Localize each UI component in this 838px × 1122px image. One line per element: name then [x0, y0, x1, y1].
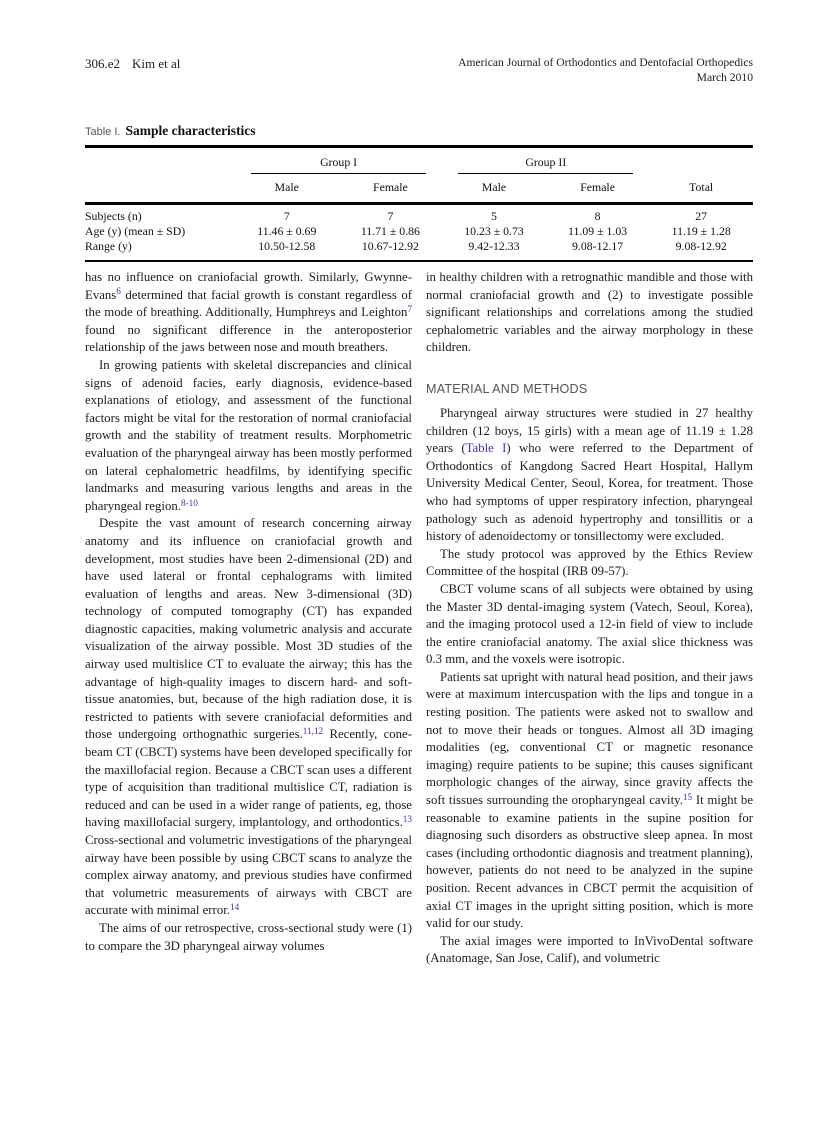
paragraph: [426, 669, 753, 933]
text-run: found no significant difference in the anteroposterior relationship of the jaws between nose and mouth breathers.: [85, 322, 412, 355]
running-head-left: [85, 56, 180, 71]
column-header-male-2: Male: [481, 179, 507, 194]
table-subheader-row: [85, 180, 753, 195]
reference-link[interactable]: 7: [407, 304, 412, 315]
text-run: Recently, cone-beam CT (CBCT) systems have been developed specifically for the maxillofacial region. Because a CBCT scan uses a different type of acquisition than traditional multislice CT, radiation is reduced and can be used in a wider range of patients, eg, those having maxillofacial surgery, implantology, and orthodontics.: [85, 727, 412, 830]
page-number: 306.e2: [85, 56, 121, 71]
text-run: Cross-sectional and volumetric investigations of the pharyngeal airway have been possible by using CBCT scans to analyze the complex airway anatomy, and previous studies have confirmed that volumetric measurements of airways with CBCT are accurate with minimal error.: [85, 833, 412, 918]
cell-value: 7: [387, 208, 394, 223]
group2-header: [442, 155, 649, 174]
cell-value: 5: [491, 208, 497, 223]
paragraph: [85, 515, 412, 920]
text-run: Patients sat upright with natural head position, and their jaws were at maximum intercuspation with the lips and tongue in a resting position. The patients were asked not to swallow and not to move their heads or tongues. Almost all 3D imaging modalities (eg, conventional CT or magnetic resonance imaging) require patients to be supine; this causes significant morphologic changes of the airway, since gravity affects the soft tissues surrounding the oropharyngeal cavity.: [426, 669, 753, 808]
running-head-authors: Kim et al: [132, 56, 181, 71]
text-run: CBCT volume scans of all subjects were obtained by using the Master 3D dental-imaging system (Vatech, Seoul, Korea), and the imaging protocol used a 12-in field of view to include the entire craniofacial anatomy. The axial slice thickness was 0.3 mm, and the voxels were isotropic.: [426, 581, 753, 667]
text-run: determined that facial growth is constant regardless of the mode of breathing. Additionally, Humphreys and Leighton: [85, 287, 412, 320]
empty-cell: [649, 155, 753, 174]
group2-label: Group II: [525, 154, 567, 169]
group1-underline: [251, 173, 426, 174]
table-row: [85, 209, 753, 224]
table-body: [85, 205, 753, 260]
journal-title: American Journal of Orthodontics and Dentofacial Orthopedics: [458, 56, 753, 69]
sample-characteristics-table: [85, 123, 753, 262]
row-label: Range (y): [85, 238, 132, 253]
text-run: In growing patients with skeletal discrepancies and clinical signs of adenoid facies, early diagnosis, evidence-based explanations of etiology, and assessment of the functional factors might be vital for the restoration of normal craniofacial growth and the stability of treatment results. Morphometric evaluation of the pharyngeal airway has been mostly performed on lateral cephalometric headfilms, by identifying specific landmarks and measuring various lengths and areas in the pharyngeal region.: [85, 357, 412, 513]
text-run: ) who were referred to the Department of Orthodontics of Kangdong Sacred Heart Hospital, Hallym University Medical Center, Seoul, Korea, for treatment. Those who had symptoms of upper respiratory infection, pharyngeal pathology such as adenoid hypertrophy and tonsillitis or a history of adenoidectomy or tonsillectomy were excluded.: [426, 441, 753, 544]
paragraph: [85, 920, 412, 955]
text-run: The study protocol was approved by the Ethics Review Committee of the hospital (IRB 09-57).: [426, 546, 753, 579]
right-column: [426, 269, 753, 968]
cell-value: 9.42-12.33: [468, 238, 520, 253]
paragraph: [426, 933, 753, 968]
reference-link[interactable]: 6: [116, 286, 121, 297]
table-reference-link[interactable]: Table I: [465, 441, 507, 456]
running-head: [85, 56, 753, 85]
cell-value: 7: [283, 208, 290, 223]
cell-value: 10.67-12.92: [361, 238, 419, 253]
body-text: [85, 269, 753, 968]
text-run: The aims of our retrospective, cross-sectional study were (1) to compare the 3D pharyngeal airway volumes: [85, 920, 412, 953]
text-run: has no influence on craniofacial growth. Similarly, Gwynne-Evans: [85, 270, 412, 302]
group1-label: Group I: [320, 154, 358, 169]
table-caption: [85, 123, 753, 140]
cell-value: 8: [594, 208, 601, 223]
reference-link[interactable]: 11,12: [302, 726, 324, 737]
empty-cell: [85, 180, 235, 195]
section-heading: MATERIAL AND METHODS: [426, 381, 588, 396]
text-run: It might be reasonable to examine patients in the supine position for diagnosing such disorders as obstructive sleep apnea. In most cases (including orthodontic diagnosis and treatment planning), however, patients do not need to be analyzed in the supine position. Recent advances in CBCT permit the acquisition of axial CT images in the upright sitting position, which is more valid for our study.: [426, 793, 753, 931]
cell-value: 10.50-12.58: [258, 238, 316, 253]
journal-issue: March 2010: [696, 70, 753, 84]
table-caption-label: Table I.: [85, 126, 121, 138]
text-run: in healthy children with a retrognathic mandible and those with normal craniofacial growth and (2) to investigate possible significant relationships and correlations among the studied cephalometric variables and the airway morphology in these children.: [426, 270, 753, 355]
table-bottom-rule: [85, 260, 753, 263]
column-header-female-1: Female: [373, 179, 408, 194]
running-head-right: [458, 56, 753, 85]
column-header-female-2: Female: [580, 179, 615, 194]
empty-cell: [85, 155, 235, 174]
paragraph: [85, 357, 412, 515]
text-run: Pharyngeal airway structures were studied in 27 healthy children (12 boys, 15 girls) with a mean age of 11.19 ± 1.28 years (: [426, 405, 753, 456]
group1-header: [235, 155, 442, 174]
paragraph: [426, 405, 753, 546]
cell-value: 10.23 ± 0.73: [464, 223, 524, 238]
reference-link[interactable]: 8-10: [180, 497, 198, 508]
column-header-male-1: Male: [274, 179, 299, 194]
paragraph: [426, 546, 753, 581]
table-row: [85, 224, 753, 239]
paragraph: [426, 581, 753, 669]
text-run: The axial images were imported to InVivoDental software (Anatomage, San Jose, Calif), and volumetric: [426, 933, 753, 966]
reference-link[interactable]: 15: [682, 791, 693, 802]
table-group-header-row: [85, 148, 753, 174]
text-run: Despite the vast amount of research concerning airway anatomy and its influence on craniofacial growth and development, most studies have been 2-dimensional (2D) and have used lateral or frontal cephalograms with limited evaluation of lengths and areas. New 3-dimensional (3D) technology of computed tomography (CT) has expanded diagnostic capacities, making volumetric analysis and accurate visualization of the airway possible. Most 3D studies of the airway used multislice CT to evaluate the airway; this has the advantage of high-quality images to discern hard- and soft-tissue anatomies, but, because of the high radiation dose, it is restricted to patients with severe craniofacial deformities and those undergoing orthognathic surgeries.: [85, 516, 412, 742]
row-label: Subjects (n): [85, 208, 142, 223]
cell-value: 27: [695, 208, 708, 223]
column-header-total: Total: [689, 179, 714, 194]
cell-value: 9.08-12.17: [572, 238, 624, 253]
cell-value: 11.71 ± 0.86: [360, 223, 420, 238]
cell-value: 11.19 ± 1.28: [671, 223, 731, 238]
group2-underline: [458, 173, 633, 174]
cell-value: 11.09 ± 1.03: [568, 223, 628, 238]
table-caption-title: Sample characteristics: [125, 123, 256, 138]
cell-value: 9.08-12.92: [675, 238, 727, 253]
row-label: Age (y) (mean ± SD): [85, 223, 186, 238]
paragraph: [85, 269, 412, 357]
paragraph: [426, 269, 753, 357]
reference-link[interactable]: 13: [402, 814, 412, 825]
left-column: [85, 269, 412, 968]
reference-link[interactable]: 14: [229, 902, 240, 913]
table-row: [85, 239, 753, 254]
cell-value: 11.46 ± 0.69: [257, 223, 317, 238]
